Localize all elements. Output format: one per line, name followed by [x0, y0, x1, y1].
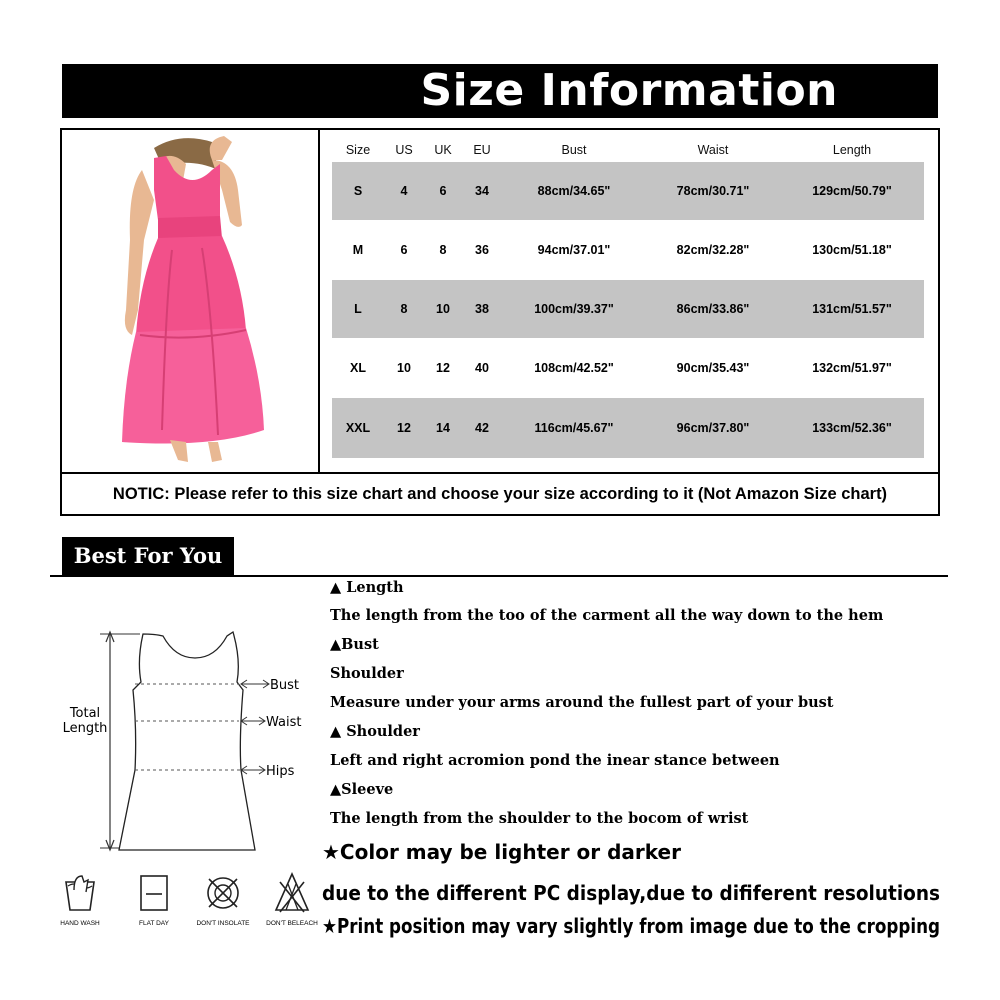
table-header-row [332, 138, 924, 162]
length-description: The length from the too of the carment all the way down to the hem [330, 607, 884, 624]
sleeve-description: The length from the shoulder to the bocom of wrist [330, 810, 749, 827]
table-cell: 78cm/30.71" [676, 184, 750, 198]
table-cell: 6 [400, 243, 408, 257]
care-item [188, 870, 258, 945]
table-cell: 131cm/51.57" [812, 302, 892, 316]
bust-label: Bust [270, 678, 300, 693]
table-cell: 38 [475, 302, 489, 316]
section-divider [50, 575, 948, 577]
size-table [332, 130, 924, 472]
table-cell: 34 [475, 184, 489, 198]
dress-model-illustration [62, 130, 318, 472]
table-cell: 94cm/37.01" [537, 243, 611, 257]
table-cell: 132cm/51.97" [812, 361, 892, 375]
care-item [257, 870, 327, 945]
table-row [332, 162, 924, 220]
hand-wash-icon [60, 870, 100, 916]
table-cell: S [353, 184, 363, 198]
care-label: DON'T INSOLATE [196, 920, 250, 927]
table-row [332, 220, 924, 280]
table-cell: 8 [400, 302, 408, 316]
size-chart-notice: NOTIC: Please refer to this size chart and choose your size according to it (Not Amazon Size chart) [62, 472, 938, 516]
total-length-label: Total [69, 706, 101, 721]
table-cell: 133cm/52.36" [812, 421, 892, 435]
table-cell: 8 [439, 243, 447, 257]
do-not-bleach-icon [272, 870, 312, 916]
care-label: FLAT DAY [139, 920, 169, 927]
table-cell: 82cm/32.28" [676, 243, 750, 257]
length-heading: ▲ Length [330, 579, 404, 596]
table-cell: 40 [475, 361, 489, 375]
table-cell: 12 [397, 421, 411, 435]
table-cell: 42 [475, 421, 489, 435]
shoulder-text: Shoulder [330, 665, 404, 682]
table-cell: 10 [397, 361, 411, 375]
column-header: Size [345, 143, 371, 157]
table-row [332, 338, 924, 398]
care-item [119, 870, 189, 945]
column-header: UK [434, 143, 452, 157]
table-cell: XXL [345, 421, 371, 435]
table-cell: 6 [439, 184, 447, 198]
table-cell: M [352, 243, 364, 257]
column-header: US [395, 143, 413, 157]
table-cell: 116cm/45.67" [534, 421, 614, 435]
shoulder-heading: ▲ Shoulder [330, 723, 420, 740]
title-bar [62, 64, 938, 118]
care-label: DON'T BELEACH [266, 920, 318, 927]
table-cell: 88cm/34.65" [537, 184, 611, 198]
table-cell: 4 [400, 184, 408, 198]
total-length-label: Length [62, 721, 108, 736]
waist-label: Waist [266, 715, 302, 730]
color-note: ★Color may be lighter or darker [322, 840, 681, 864]
table-cell: 129cm/50.79" [812, 184, 892, 198]
table-row [332, 280, 924, 338]
do-not-insolate-icon [203, 870, 243, 916]
table-cell: 96cm/37.80" [676, 421, 750, 435]
table-cell: 14 [436, 421, 450, 435]
column-header: Length [832, 143, 872, 157]
dress-outline-icon [119, 632, 255, 850]
flat-dry-icon [134, 870, 174, 916]
table-cell: 130cm/51.18" [812, 243, 892, 257]
column-header: Bust [561, 143, 587, 157]
column-header: Waist [697, 143, 729, 157]
table-cell: XL [350, 361, 366, 375]
table-cell: 108cm/42.52" [534, 361, 614, 375]
table-cell: L [354, 302, 362, 316]
sleeve-heading: ▲Sleeve [330, 781, 394, 798]
bust-heading: ▲Bust [330, 636, 379, 653]
table-cell: 12 [436, 361, 450, 375]
care-label: HAND WASH [60, 920, 100, 927]
display-note: due to the different PC display,due to dififerent resolutions [322, 881, 940, 905]
column-header: EU [473, 143, 491, 157]
table-cell: 86cm/33.86" [676, 302, 750, 316]
page-title: Size Information [420, 65, 838, 116]
table-cell: 36 [475, 243, 489, 257]
hips-label: Hips [266, 764, 295, 779]
care-item [45, 870, 115, 945]
table-row [332, 398, 924, 458]
best-for-you-tab: Best For You [62, 537, 234, 575]
shoulder-description: Left and right acromion pond the inear stance between [330, 752, 780, 769]
bust-description: Measure under your arms around the fullest part of your bust [330, 694, 834, 711]
table-cell: 10 [436, 302, 450, 316]
product-photo [62, 130, 320, 472]
print-position-note: ★Print position may vary slightly from image due to the cropping [322, 914, 940, 938]
table-cell: 90cm/35.43" [676, 361, 750, 375]
care-icons [55, 870, 325, 950]
size-chart-box [60, 128, 940, 516]
table-cell: 100cm/39.37" [534, 302, 614, 316]
measurement-diagram [55, 620, 325, 860]
